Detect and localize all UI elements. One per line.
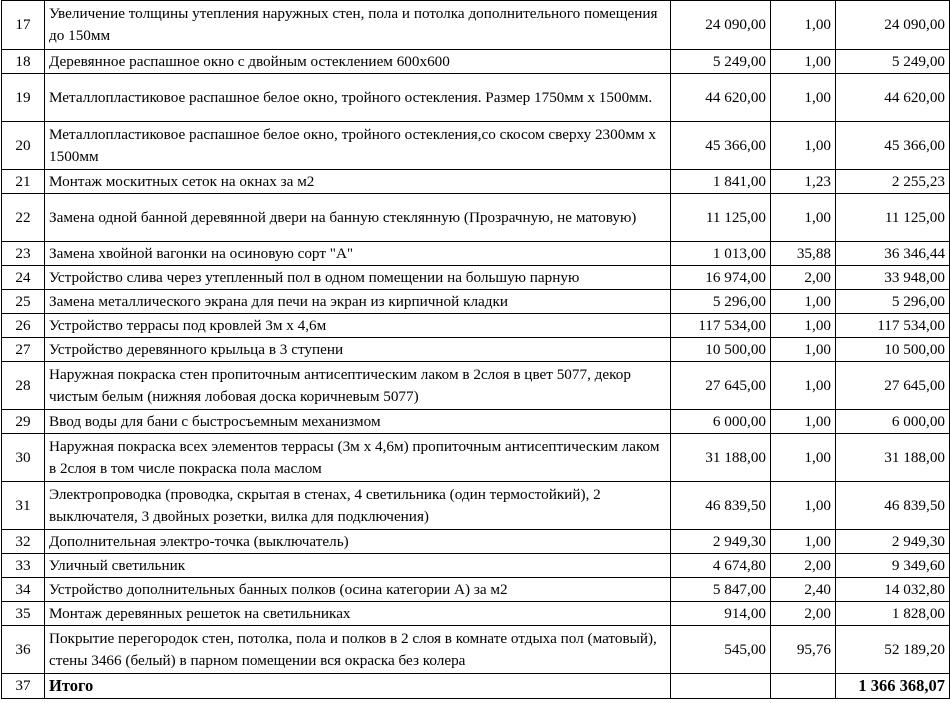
row-quantity: 1,00 xyxy=(771,410,836,434)
row-description: Металлопластиковое распашное белое окно, тройного остекления. Размер 1750мм х 1500мм. xyxy=(45,74,671,122)
row-unit-price: 2 949,30 xyxy=(671,530,771,554)
row-unit-price: 5 847,00 xyxy=(671,578,771,602)
row-description: Замена одной банной деревянной двери на банную стеклянную (Прозрачную, не матовую) xyxy=(45,194,671,242)
row-quantity: 1,00 xyxy=(771,74,836,122)
table-row xyxy=(2,122,950,170)
row-number: 34 xyxy=(2,578,45,602)
row-quantity: 1,00 xyxy=(771,338,836,362)
row-quantity: 1,00 xyxy=(771,362,836,410)
row-unit-price: 914,00 xyxy=(671,602,771,626)
row-total-cost: 11 125,00 xyxy=(836,194,950,242)
row-quantity: 1,00 xyxy=(771,482,836,530)
row-number: 24 xyxy=(2,266,45,290)
row-total-cost: 10 500,00 xyxy=(836,338,950,362)
row-unit-price: 5 296,00 xyxy=(671,290,771,314)
row-number: 22 xyxy=(2,194,45,242)
row-description: Уличный светильник xyxy=(45,554,671,578)
row-unit-price: 117 534,00 xyxy=(671,314,771,338)
table-row xyxy=(2,578,950,602)
table-row xyxy=(2,530,950,554)
row-total-cost: 9 349,60 xyxy=(836,554,950,578)
row-total-cost: 2 949,30 xyxy=(836,530,950,554)
table-row xyxy=(2,410,950,434)
row-total-cost: 33 948,00 xyxy=(836,266,950,290)
row-unit-price: 46 839,50 xyxy=(671,482,771,530)
row-unit-price: 6 000,00 xyxy=(671,410,771,434)
row-description: Монтаж москитных сеток на окнах за м2 xyxy=(45,170,671,194)
row-total-cost: 1 828,00 xyxy=(836,602,950,626)
table-row xyxy=(2,602,950,626)
row-number: 29 xyxy=(2,410,45,434)
row-description: Монтаж деревянных решеток на светильниках xyxy=(45,602,671,626)
row-number: 27 xyxy=(2,338,45,362)
row-quantity: 1,00 xyxy=(771,122,836,170)
row-unit-price: 16 974,00 xyxy=(671,266,771,290)
row-quantity: 2,00 xyxy=(771,554,836,578)
row-quantity: 2,00 xyxy=(771,266,836,290)
row-number: 28 xyxy=(2,362,45,410)
row-description: Устройство деревянного крыльца в 3 ступени xyxy=(45,338,671,362)
row-number: 18 xyxy=(2,50,45,74)
row-total-cost: 117 534,00 xyxy=(836,314,950,338)
row-description: Наружная покраска стен пропиточным антисептическим лаком в 2слоя в цвет 5077, декор чистым белым (нижняя лобовая доска коричневым 5077) xyxy=(45,362,671,410)
row-quantity: 1,00 xyxy=(771,194,836,242)
row-number: 23 xyxy=(2,242,45,266)
row-total-cost: 45 366,00 xyxy=(836,122,950,170)
total-row-quantity xyxy=(771,674,836,699)
row-total-cost: 5 296,00 xyxy=(836,290,950,314)
row-unit-price: 45 366,00 xyxy=(671,122,771,170)
total-row-number: 37 xyxy=(2,674,45,699)
row-number: 17 xyxy=(2,1,45,50)
row-description: Деревянное распашное окно с двойным остеклением 600х600 xyxy=(45,50,671,74)
row-description: Устройство террасы под кровлей 3м х 4,6м xyxy=(45,314,671,338)
table-row xyxy=(2,314,950,338)
row-quantity: 2,00 xyxy=(771,602,836,626)
row-number: 19 xyxy=(2,74,45,122)
total-row xyxy=(2,674,950,699)
table-row xyxy=(2,194,950,242)
row-quantity: 2,40 xyxy=(771,578,836,602)
row-quantity: 1,00 xyxy=(771,1,836,50)
row-description: Электропроводка (проводка, скрытая в стенах, 4 светильника (один термостойкий), 2 выключателя, 3 двойных розетки, вилка для подключения) xyxy=(45,482,671,530)
row-total-cost: 46 839,50 xyxy=(836,482,950,530)
row-total-cost: 52 189,20 xyxy=(836,626,950,674)
row-description: Наружная покраска всех элементов террасы (3м х 4,6м) пропиточным антисептическим лаком в 2слоя в том числе покраска пола маслом xyxy=(45,434,671,482)
table-row xyxy=(2,554,950,578)
row-number: 31 xyxy=(2,482,45,530)
row-total-cost: 14 032,80 xyxy=(836,578,950,602)
table-row xyxy=(2,242,950,266)
row-unit-price: 1 013,00 xyxy=(671,242,771,266)
table-row xyxy=(2,362,950,410)
row-quantity: 1,00 xyxy=(771,290,836,314)
table-row xyxy=(2,170,950,194)
table-row xyxy=(2,266,950,290)
row-total-cost: 27 645,00 xyxy=(836,362,950,410)
row-quantity: 1,00 xyxy=(771,530,836,554)
row-description: Металлопластиковое распашное белое окно, тройного остекления,со скосом сверху 2300мм х 1500мм xyxy=(45,122,671,170)
row-quantity: 35,88 xyxy=(771,242,836,266)
row-number: 32 xyxy=(2,530,45,554)
total-row-price xyxy=(671,674,771,699)
row-unit-price: 24 090,00 xyxy=(671,1,771,50)
table-row xyxy=(2,74,950,122)
row-unit-price: 44 620,00 xyxy=(671,74,771,122)
row-total-cost: 6 000,00 xyxy=(836,410,950,434)
table-row xyxy=(2,50,950,74)
row-quantity: 1,00 xyxy=(771,314,836,338)
row-number: 26 xyxy=(2,314,45,338)
estimate-table-body xyxy=(2,1,950,699)
row-number: 30 xyxy=(2,434,45,482)
row-description: Покрытие перегородок стен, потолка, пола и полков в 2 слоя в комнате отдыха пол (матовый), стены 3466 (белый) в парном помещении вся окраска без колера xyxy=(45,626,671,674)
row-unit-price: 27 645,00 xyxy=(671,362,771,410)
row-description: Устройство дополнительных банных полков (осина категории А) за м2 xyxy=(45,578,671,602)
table-row xyxy=(2,290,950,314)
table-row xyxy=(2,1,950,50)
row-unit-price: 545,00 xyxy=(671,626,771,674)
row-description: Ввод воды для бани с быстросъемным механизмом xyxy=(45,410,671,434)
row-number: 20 xyxy=(2,122,45,170)
row-quantity: 1,23 xyxy=(771,170,836,194)
row-number: 33 xyxy=(2,554,45,578)
row-unit-price: 11 125,00 xyxy=(671,194,771,242)
table-row xyxy=(2,338,950,362)
row-total-cost: 31 188,00 xyxy=(836,434,950,482)
row-unit-price: 4 674,80 xyxy=(671,554,771,578)
row-unit-price: 1 841,00 xyxy=(671,170,771,194)
row-description: Увеличение толщины утепления наружных стен, пола и потолка дополнительного помещения до 150мм xyxy=(45,1,671,50)
row-unit-price: 5 249,00 xyxy=(671,50,771,74)
row-description: Замена хвойной вагонки на осиновую сорт "А" xyxy=(45,242,671,266)
row-number: 21 xyxy=(2,170,45,194)
row-quantity: 1,00 xyxy=(771,50,836,74)
row-quantity: 95,76 xyxy=(771,626,836,674)
estimate-table xyxy=(1,0,950,699)
row-quantity: 1,00 xyxy=(771,434,836,482)
table-row xyxy=(2,434,950,482)
row-number: 25 xyxy=(2,290,45,314)
row-description: Замена металлического экрана для печи на экран из кирпичной кладки xyxy=(45,290,671,314)
row-number: 35 xyxy=(2,602,45,626)
table-row xyxy=(2,626,950,674)
row-unit-price: 10 500,00 xyxy=(671,338,771,362)
row-number: 36 xyxy=(2,626,45,674)
grand-total-value: 1 366 368,07 xyxy=(836,674,950,699)
row-description: Устройство слива через утепленный пол в одном помещении на большую парную xyxy=(45,266,671,290)
row-total-cost: 44 620,00 xyxy=(836,74,950,122)
total-row-label: Итого xyxy=(45,674,671,699)
row-total-cost: 36 346,44 xyxy=(836,242,950,266)
row-total-cost: 24 090,00 xyxy=(836,1,950,50)
row-unit-price: 31 188,00 xyxy=(671,434,771,482)
row-description: Дополнительная электро-точка (выключатель) xyxy=(45,530,671,554)
row-total-cost: 5 249,00 xyxy=(836,50,950,74)
row-total-cost: 2 255,23 xyxy=(836,170,950,194)
table-row xyxy=(2,482,950,530)
